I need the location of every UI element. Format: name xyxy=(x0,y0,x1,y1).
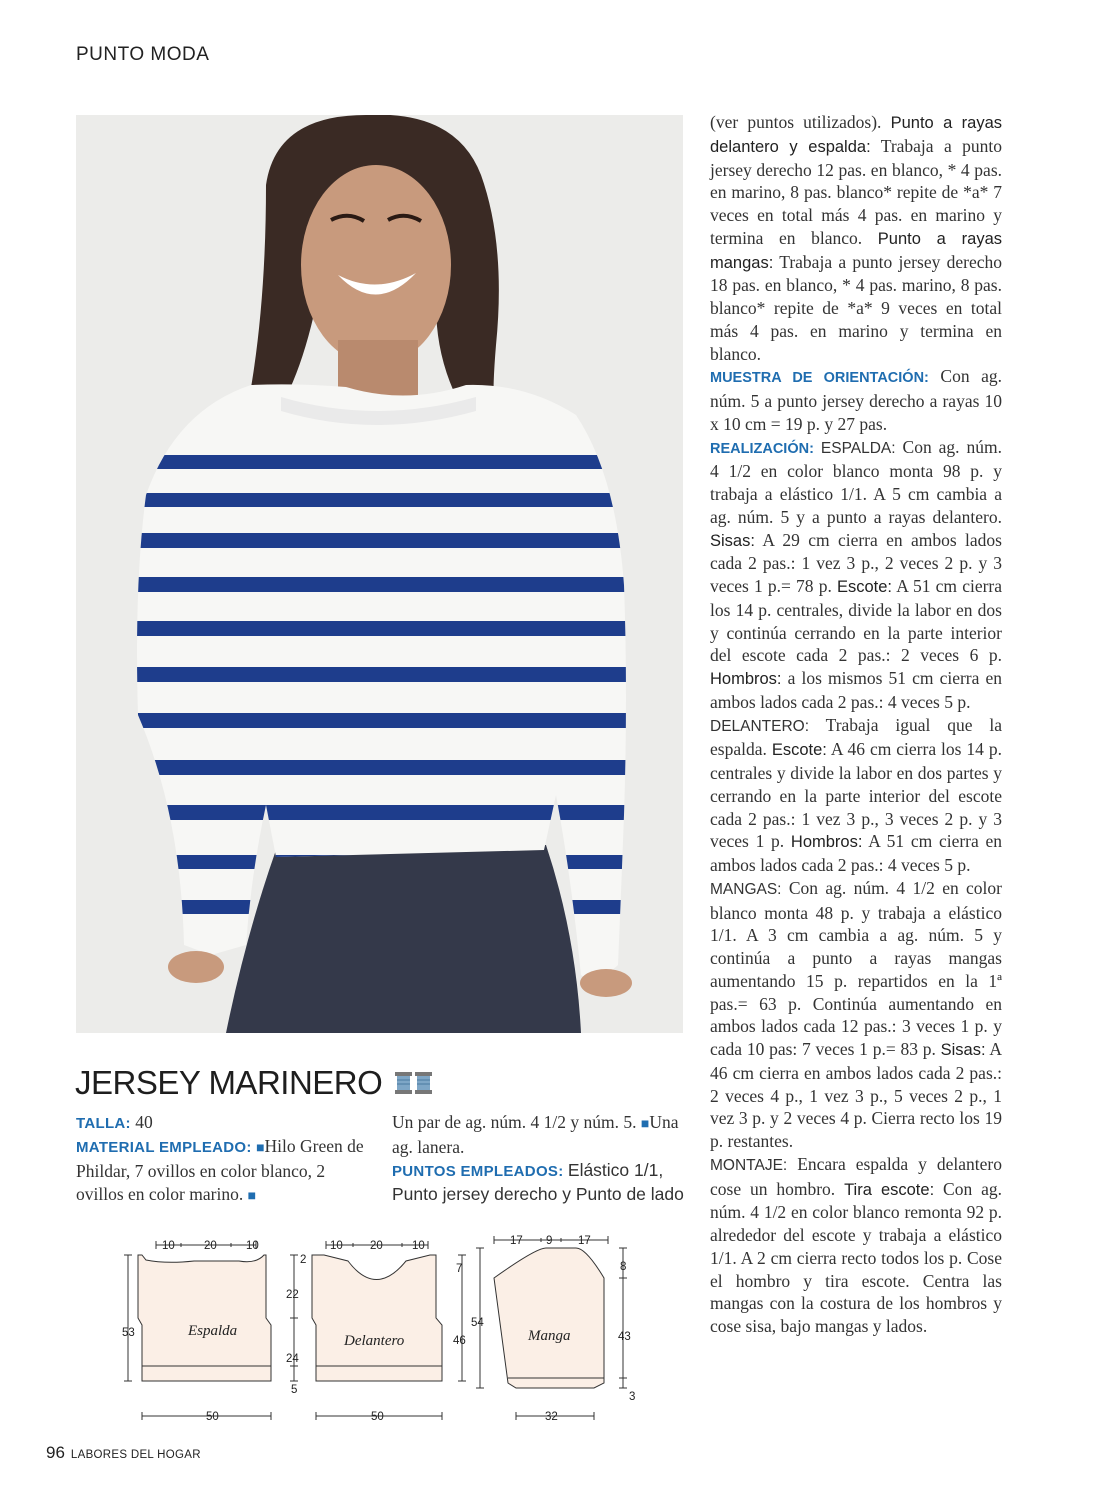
bullet-square-icon: ■ xyxy=(256,1141,265,1156)
delantero-dim-neck-b: 7 xyxy=(456,1263,463,1275)
instruction-heading: Hombros: xyxy=(710,670,782,688)
pattern-schematics xyxy=(116,1228,656,1433)
espalda-label: Espalda xyxy=(188,1323,238,1339)
material-text-1: Hilo Green de Phildar, 7 ovillos en color blanco, 2 ovillos en color marino. xyxy=(76,1136,364,1204)
page-footer xyxy=(46,1443,201,1463)
page-number: 96 xyxy=(46,1443,65,1462)
delantero-dim-neck-a: 2 xyxy=(300,1254,307,1266)
espalda-dim-right-top: 22 xyxy=(286,1289,299,1301)
instruction-text: Con ag. núm. 4 1/2 en color blanco monta 98 p. y trabaja a elástico 1/1. A 5 cm cambia a ag. núm. 5 y a punto a rayas delantero. xyxy=(710,436,1003,527)
manga-dim-top-2: 9 xyxy=(546,1235,553,1247)
material-text-3: Una ag. lanera. xyxy=(392,1112,679,1157)
instruction-heading: Tira escote: xyxy=(844,1180,935,1199)
part-heading: MANGAS: xyxy=(710,880,782,898)
espalda-dim-bottom: 50 xyxy=(206,1411,219,1423)
delantero-diagram xyxy=(312,1241,466,1420)
instruction-text: A 46 cm cierra en ambos lados cada 2 pas.: 2 veces 4 p., 1 vez 3 p., 5 veces 2 p., 1 vez 3 p. y 2 veces 4 p. Cierra recto los 19 p. restantes. xyxy=(710,1039,1002,1151)
espalda-dim-left: 53 xyxy=(122,1327,135,1339)
bullet-square-icon: ■ xyxy=(640,1117,650,1132)
manga-dim-top-3: 17 xyxy=(578,1235,591,1247)
manga-label: Manga xyxy=(528,1328,571,1344)
talla-value: 40 xyxy=(135,1112,153,1132)
puntos-text: Elástico 1/1, Punto jersey derecho y Punto de lado xyxy=(392,1160,684,1204)
espalda-dim-top-1: 10 xyxy=(162,1240,175,1252)
pattern-title-text: JERSEY MARINERO xyxy=(75,1064,383,1101)
instruction-text: A 51 cm cierra los 14 p. centrales, divide la labor en dos y continúa cerrando en la parte interior del escote cada 2 pas.: 2 veces 6 p. xyxy=(710,576,1003,666)
part-heading: ESPALDA: xyxy=(820,439,896,457)
instruction-text: Con ag. núm. 5 a punto jersey derecho a rayas 10 x 10 cm = 19 p. y 27 pas. xyxy=(710,366,1002,434)
magazine-name: LABORES DEL HOGAR xyxy=(70,1449,201,1461)
pattern-title xyxy=(75,1064,434,1102)
instruction-heading: Sisas: xyxy=(940,1041,986,1059)
instruction-heading: Escote: xyxy=(836,578,893,596)
instruction-text: A 29 cm cierra en ambos lados cada 2 pas.: 1 vez 3 p., 2 veces 2 p. y 3 veces 1 p.= 78 p. xyxy=(710,529,1002,596)
instruction-text: Trabaja igual que la espalda. xyxy=(710,714,1002,760)
manga-dim-right-top: 8 xyxy=(620,1261,627,1273)
espalda-dim-top-2: 20 xyxy=(204,1240,217,1252)
instruction-text: Con ag. núm. 4 1/2 en color blanco remonta 92 p. alrededor del escote y trabaja a elástico 1/1. A 2 cm cierra recto todos los p. Cose el hombro y tira escote. Centra las mangas con la costura de los hombros y cose sisa, bajo mangas y lados. xyxy=(710,1178,1002,1336)
difficulty-spool-icon xyxy=(394,1070,434,1096)
instruction-heading: Punto a rayas mangas: xyxy=(710,229,1003,272)
instruction-text: Con ag. núm. 4 1/2 en color blanco monta 48 p. y trabaja a elástico 1/1. A 3 cm cambia a ag. núm. 5 y continúa a punto a rayas mangas aumentando 15 p. repartidos en la 1ª pas.= 63 p. Continúa aumentando en ambos lados cada 12 pas.: 3 veces 1 p. y cada 10 pas: 7 veces 1 p.= 83 p. xyxy=(710,877,1003,1059)
instruction-text: (ver puntos utilizados). xyxy=(710,112,882,132)
manga-dim-left: 54 xyxy=(471,1317,484,1329)
section-label: PUNTO MODA xyxy=(76,44,210,65)
instruction-heading: Sisas: xyxy=(710,531,755,550)
delantero-dim-top-3: 10 xyxy=(412,1240,425,1252)
model-photo xyxy=(76,115,683,1033)
delantero-dim-bottom: 50 xyxy=(371,1411,384,1423)
espalda-dim-right-bot: 5 xyxy=(291,1384,298,1396)
manga-dim-right-mid: 43 xyxy=(618,1331,631,1343)
section-heading: MUESTRA DE ORIENTACIÓN: xyxy=(710,370,929,387)
delantero-label: Delantero xyxy=(344,1333,405,1349)
espalda-dim-right-mid: 24 xyxy=(286,1353,299,1365)
instruction-heading: Punto a rayas delantero y espalda: xyxy=(710,114,1003,156)
part-heading: DELANTERO: xyxy=(710,717,810,735)
instructions-text xyxy=(710,111,1002,1338)
instruction-text: A 46 cm cierra los 14 p. centrales y divide la labor en dos partes y cerrando en la parte interior del escote cada 2 pas.: 1 vez 3 p., 3 veces 2 p. y 3 veces 1 p. xyxy=(710,739,1003,852)
instruction-text: Trabaja a punto jersey derecho 12 pas. en blanco, * 4 pas. en marino, 8 pas. blanco* repite de *a* 7 veces en total más 4 pas. en marino y termina en blanco. xyxy=(710,135,1002,248)
instruction-text: Trabaja a punto jersey derecho 18 pas. en blanco, * 4 pas. marino, 8 pas. blanco* repite de *a* 9 veces en total más 4 pas. en marino y termina en blanco. xyxy=(710,251,1002,364)
talla-label: TALLA: xyxy=(76,1115,131,1132)
material-label: MATERIAL EMPLEADO: xyxy=(76,1139,252,1156)
bullet-square-icon: ■ xyxy=(247,1189,257,1204)
materials-column-1 xyxy=(76,1111,372,1208)
instruction-text: a los mismos 51 cm cierra en ambos lados cada 2 pas.: 4 veces 5 p. xyxy=(710,668,1002,712)
instruction-heading: Hombros: xyxy=(790,833,863,852)
espalda-dim-top-3: 10 xyxy=(246,1240,259,1252)
striped-sweater-illustration xyxy=(76,115,683,1033)
delantero-dim-right: 46 xyxy=(453,1335,466,1347)
delantero-dim-top-1: 10 xyxy=(330,1240,343,1252)
material-text-2: Un par de ag. núm. 4 1/2 y núm. 5. xyxy=(392,1112,637,1132)
puntos-label: PUNTOS EMPLEADOS: xyxy=(392,1163,564,1180)
materials-column-2 xyxy=(392,1111,684,1206)
part-heading: MONTAJE: xyxy=(710,1156,788,1174)
instruction-heading: Escote: xyxy=(771,741,827,760)
instruction-text: A 51 cm cierra en ambos lados cada 2 pas.: 4 veces 5 p. xyxy=(710,831,1002,875)
instruction-text: Encara espalda y delantero cose un hombro. xyxy=(710,1153,1002,1199)
section-heading: REALIZACIÓN: xyxy=(710,440,814,457)
manga-dim-top-1: 17 xyxy=(510,1235,523,1247)
delantero-dim-top-2: 20 xyxy=(370,1240,383,1252)
manga-dim-right-bot: 3 xyxy=(629,1391,636,1403)
manga-dim-bottom: 32 xyxy=(545,1411,558,1423)
